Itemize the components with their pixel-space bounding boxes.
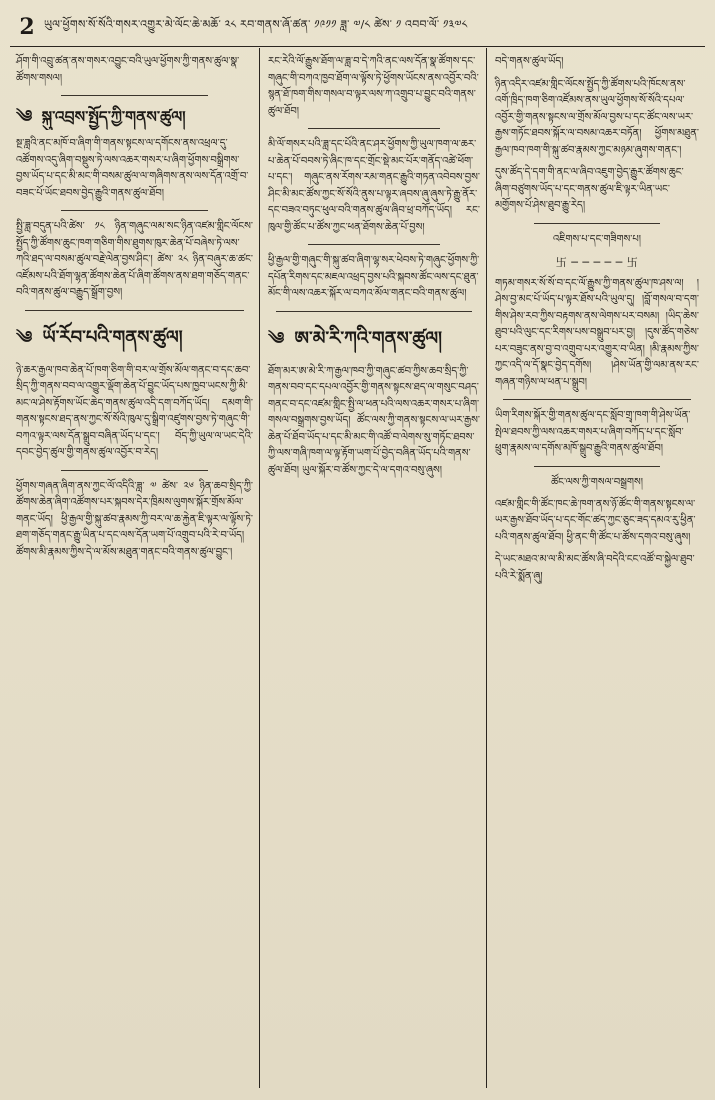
- section-heading: [268, 320, 480, 358]
- divider: [276, 311, 471, 312]
- divider: [503, 399, 691, 400]
- running-head: ཡུལ་ཕྱོགས་སོ་སོའི་གསར་འགྱུར་མེ་ལོང་ཆེ་མཆོ་ ༢༨ རབ་གནས་ཞོ་ཚན་ ༡༩༡༡ ཟླ་ ༧/༨ ཚེས་ ༡ འབབ་ལོ་ ༡༣༧༨: [44, 17, 468, 31]
- paragraph: མི་ལོ་གསར་པའི་ཟླ་དང་པོའི་ནང་ཤར་ཕྱོགས་ཀྱི་ཡུལ་ཁག་ལ་ཆར་པ་ཆེན་པོ་བབས་ཏེ་ཞིང་ཁ་དང་གྲོང་སྡེ་མང་པོར་གནོད་འཚེ་ཕོག་པ་དང་། གཞུང་ནས་རོགས་རམ་གནང་རྒྱུའི་གཏན་འབེབས་བྱས་ཤིང་མི་མང་ཚོས་ཀྱང་སོ་སོའི་ནུས་པ་ལྟར་ཞབས་ཞུ་ཞུས་ཏེ་རྒྱུ་ནོར་དང་བཟའ་བཏུང་ཕུལ་བའི་གནས་ཚུལ་ཞིབ་ཕྲ་བཀོད་ཡོད། རང་ཁུལ་གྱི་ཚོང་པ་ཚོས་ཀྱང་ཕན་ཐོགས་ཆེན་པོ་བྱས།: [268, 139, 480, 233]
- divider: [61, 470, 208, 471]
- paragraph: བདེ་གནས་ཚུལ་ཡོད།: [495, 56, 564, 67]
- heading-text: ཨ་མེ་རི་ཀའི་གནས་ཚུལ།: [294, 327, 443, 349]
- section-heading: [16, 104, 253, 130]
- divider: [25, 310, 243, 311]
- paragraph: ཉེ་ཆར་རྒྱལ་ཁབ་ཆེན་པོ་ཁག་ཅིག་གི་བར་ལ་གྲོས་མོལ་གནང་བ་དང་ཆབ་སྲིད་ཀྱི་གནས་བབ་ལ་འགྱུར་ལྡོག་ཆེན་པོ་བྱུང་ཡོད་པས་ཁྱབ་ཡངས་ཀྱི་མི་མང་ལ་ཤེས་རྟོགས་ཡོང་ཆེད་གནས་ཚུལ་འདི་དག་བཀོད་ཡོད། དམག་གི་གནས་སྟངས་ཐད་ནས་ཀྱང་སོ་སོའི་ཁུལ་དུ་སྒྲིག་འཛུགས་བྱས་ཏེ་གཞུང་གི་བཀའ་ལྟར་ལས་དོན་སྒྲུབ་བཞིན་ཡོད་པ་དང་། བོད་ཀྱི་ཡུལ་ལ་ཡང་དེའི་དབང་བྱེད་ཚུལ་གྱི་གནས་ཚུལ་འབྱོར་བ་རེད།: [16, 364, 253, 458]
- column-middle: [262, 48, 487, 1088]
- heading-text: ཡོ་རོབ་པའི་གནས་ཚུལ།: [42, 326, 183, 348]
- subheading: ཚོང་ལས་ཀྱི་གསལ་བསྒྲགས།: [551, 476, 643, 488]
- paragraph: ཕྱོགས་གཞན་ཞིག་ནས་ཀྱང་ལོ་འདིའི་ཟླ་ ༧ ཚེས་ ༢༦ ཉིན་ཆབ་སྲིད་ཀྱི་ཚོགས་ཆེན་ཞིག་འཚོགས་པར་སྐབས་དེར་ཁྲིམས་ལུགས་སྐོར་གྲོས་མོལ་གནང་ཡོད། ཕྱི་རྒྱལ་གྱི་སྐུ་ཚབ་རྣམས་ཀྱི་བར་ལ་ཆ་རྐྱེན་ཇི་ལྟར་ལ་ལྟོས་ཏེ་ཐག་གཅོད་གནང་རྒྱུ་ཡིན་པ་དང་ལས་དོན་ཡག་པོ་འགྲུབ་པའི་རེ་བ་ཡོད། ཚོགས་མི་རྣམས་ཀྱིས་དེ་ལ་མོས་མཐུན་གནང་བའི་གནས་ཚུལ་བྱུང་།: [16, 480, 253, 558]
- paragraph: ཡིག་རིགས་སྐོར་གྱི་གནས་ཚུལ་དང་སློབ་གྲྭ་ཁག་གི་ཤེས་ཡོན་སྤེལ་ཐབས་ཀྱི་ལས་འཆར་གསར་པ་ཞིག་བཀོད་པ་དང་སློབ་ཕྲུག་རྣམས་ལ་དགོས་མཁོ་སྒྲུབ་རྒྱུའི་གནས་ཚུལ་ཐོབ།: [495, 410, 691, 454]
- ornament-icon: ༄: [16, 327, 33, 348]
- paragraph: རང་རེའི་ལོ་རྒྱུས་ཐོག་ལ་ཟླ་བ་དེ་ཀའི་ནང་ལས་དོན་སྣ་ཚོགས་དང་གཞུང་གི་བཀའ་ཁྱབ་ཐོག་ལ་ལྟོས་ཏེ་ཕྱོགས་ཡོངས་ནས་འབྱོར་བའི་སྙན་ཐོ་ཁག་གིས་གསལ་བ་ལྟར་ལས་ཀ་འགྲུབ་པ་བྱུང་བའི་གནས་ཚུལ་ཐོབ།: [268, 56, 479, 117]
- paragraph: སྔ་ཟླའི་ནང་མཁོ་བ་ཞིག་གི་གནས་སྟངས་ལ་དགོངས་ནས་འཕྲལ་དུ་འཚོགས་འདུ་ཞིག་བསྡུས་ཏེ་ལས་འཆར་གསར་པ་ཞིག་ཕྱོགས་བསྒྲིགས་བྱས་ཡོད་པ་དང་མི་མང་གི་བསམ་ཚུལ་ལ་གཞིགས་ནས་ལས་དོན་འགྲོ་བ་བཟང་པོ་ཡོང་ཐབས་བྱེད་རྒྱུའི་གནས་ཚུལ་ཐོབ།: [16, 138, 249, 199]
- ornament-icon: ༄: [16, 107, 33, 127]
- divider: [534, 466, 660, 467]
- paragraph: ཐོག་མར་ཨ་མེ་རི་ཀ་རྒྱལ་ཁབ་ཀྱི་གཞུང་ཚབ་ཀྱིས་ཆབ་སྲིད་ཀྱི་གནས་བབ་དང་དཔལ་འབྱོར་གྱི་གནས་སྟངས་ཐད་ལ་གསུང་བཤད་གནང་བ་དང་འཛམ་གླིང་སྤྱི་ལ་ཕན་པའི་ལས་འཆར་གསར་པ་ཞིག་གསལ་བསྒྲགས་བྱས་ཡོད། ཚོང་ལས་ཀྱི་གནས་སྟངས་ལ་ཡར་རྒྱས་ཆེན་པོ་ཐོབ་ཡོད་པ་དང་མི་མང་གི་འཚོ་བ་ལེགས་སུ་གཏོང་ཐབས་ཀྱི་ལས་གཞི་ཁག་ལ་ལྟ་རྟོག་ཡག་པོ་བྱེད་བཞིན་ཡོད་པའི་གནས་ཚུལ་ཐོབ། ཡུལ་སྐོར་བ་ཚོས་ཀྱང་དེ་ལ་དགའ་བསུ་ཞུས།: [268, 365, 480, 476]
- section-heading: [16, 319, 253, 357]
- column-left: [10, 48, 260, 1088]
- page-number: 2: [19, 14, 35, 40]
- divider: [308, 128, 439, 129]
- paragraph: སྤྱི་ཟླ་བདུན་པའི་ཚེས་ ༡༨ ཉིན་གཞུང་ལམ་སང་ཉིན་འཛམ་གླིང་ལོངས་སྤྱོད་ཀྱི་ཚོགས་ཆུང་ཁག་གཅིག་གིས་ཐུགས་ཁུར་ཆེན་པོ་བཞེས་ཏེ་ལས་ཀའི་ཐད་ལ་བསམ་ཚུལ་བརྗེ་ལེན་བྱས་ཤིང་། ཚེས་ ༢༨ ཉིན་བཞུར་ཆ་ཚང་འཛོམས་པའི་ཐོག་ལྷན་ཚོགས་ཆེན་པོ་ཞིག་ཚོགས་ནས་ཐག་གཅོད་གནང་བའི་གནས་ཚུལ་བརྒྱུད་སྒྲོག་བྱས།: [16, 221, 253, 298]
- divider: [534, 223, 660, 224]
- page-header: [10, 8, 705, 47]
- paragraph: ཉིན་འདིར་འཛམ་གླིང་ལོངས་སྤྱོད་ཀྱི་ཚོགས་པའི་ཁོངས་ནས་འགོ་ཁྲིད་ཁག་ཅིག་འཛོམས་ནས་ཡུལ་ཕྱོགས་སོ་སོའི་དཔལ་འབྱོར་གྱི་གནས་སྟངས་ལ་གྲོས་མོལ་བྱས་པ་དང་ཚོང་ལས་ཡར་རྒྱས་གཏོང་ཐབས་སྐོར་ལ་བསམ་འཆར་བཏོན། ཕྱོགས་མཐུན་རྒྱལ་ཁབ་ཁག་གི་སྐུ་ཚབ་རྣམས་ཀྱང་མཉམ་ཞུགས་གནང་།: [495, 78, 699, 156]
- divider: [61, 210, 208, 211]
- divider: [308, 244, 439, 245]
- subheading: འཇིགས་པ་དང་གཟིགས་པ།: [552, 233, 641, 245]
- divider: [61, 95, 208, 96]
- paragraph: གཏམ་གསར་སོ་སོ་བ་དང་ལོ་རྒྱུས་ཀྱི་གནས་ཚུལ་ཁ་ཤས་ལ། །ཤེས་བྱ་མང་པོ་ཡོད་པ་ལྟར་ཐོས་པའི་ཡུལ་དུ། །བློ་གསལ་བ་དག་གིས་ཤེས་རབ་ཀྱིས་བརྟགས་ནས་ལེགས་པར་བསམ། །ཡིད་ཆེས་ཐུབ་པའི་ལུང་དང་རིགས་པས་བསྒྲུབ་པར་བྱ། །དུས་ཚོད་གཅེས་པར་བཟུང་ནས་བྱ་བ་འགྲུབ་པར་འགྱུར་བ་ཡིན། །མི་རྣམས་ཀྱིས་ཀྱང་འདི་ལ་དོ་སྣང་བྱེད་དགོས། །ཤེས་ཡོན་གྱི་ལམ་ནས་རང་གཞན་གཉིས་ལ་ཕན་པ་སྒྲུབ།: [495, 277, 699, 388]
- ornament-icon: ༄: [268, 328, 285, 349]
- paragraph: ཕྱི་རྒྱལ་གྱི་གཞུང་གི་སྐུ་ཚབ་ཞིག་ལྷ་སར་ཕེབས་ཏེ་གཞུང་ཕྱོགས་ཀྱི་དཔོན་རིགས་དང་མཇལ་འཕྲད་བྱས་པའི་སྐབས་ཚོང་ལས་དང་ཐུན་མོང་གི་ལས་འཆར་སྐོར་ལ་བཀའ་མོལ་གནང་བའི་གནས་ཚུལ།: [268, 255, 480, 299]
- paragraph: ཤོག་གི་འབྲུ་ཚན་ནས་གསར་འབྱུང་བའི་ཡུལ་ཕྱོགས་ཀྱི་གནས་ཚུལ་སྣ་ཚོགས་གསལ།: [16, 56, 240, 84]
- paragraph: དུས་ཚོད་དེ་དག་གི་ནང་ལ་ཞིབ་འཇུག་བྱེད་རྒྱུར་ཚོགས་ཆུང་ཞིག་བཙུགས་ཡོད་པ་དང་གནས་ཚུལ་ཇི་ལྟར་ཡིན་ཡང་མགྱོགས་པོ་ཤེས་ཐུབ་རྒྱུ་རེད།: [495, 167, 684, 211]
- column-right: [489, 48, 705, 1088]
- paragraph: དེ་ཡང་མཐའ་མ་ལ་མི་མང་ཚོས་ཞི་བདེའི་ངང་འཚོ་བ་སྐྱེལ་ཐུབ་པའི་རེ་སྨོན་ཞུ།: [495, 554, 695, 582]
- swastika-ornament: 卐 ─ ─ ─ ─ ─ 卐: [555, 255, 639, 269]
- heading-text: སྐུ་འབྲས་སྤྱོད་ཀྱི་གནས་ཚུལ།: [41, 108, 186, 126]
- paragraph: འཛམ་གླིང་གི་ཚོང་ཁང་ཆེ་ཁག་ནས་ཉོ་ཚོང་གི་གནས་སྟངས་ལ་ཡར་རྒྱས་ཐོབ་ཡོད་པ་དང་གོང་ཚད་ཀྱང་ཅུང་ཟད་དམའ་རུ་ཕྱིན་པའི་གནས་ཚུལ་ཐོབ། ཕྱི་ནང་གི་ཚོང་པ་ཚོས་དགའ་བསུ་ཞུས།: [495, 498, 696, 543]
